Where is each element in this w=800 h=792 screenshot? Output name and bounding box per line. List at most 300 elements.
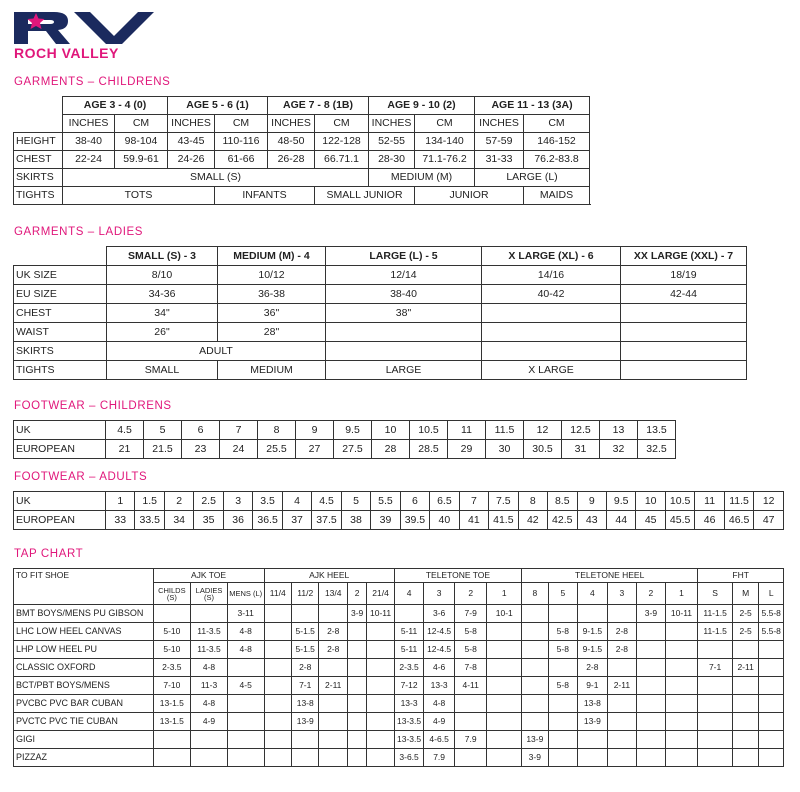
cell: 10-11 [665, 605, 698, 623]
cell: 3 [223, 492, 252, 511]
cell: 7-8 [454, 659, 487, 677]
cell: 38 [341, 511, 370, 530]
cell: 13-1.5 [153, 713, 191, 731]
cell: 7.9 [454, 731, 487, 749]
tap-subheader: CHILDS (S) [153, 583, 191, 605]
cell [665, 713, 698, 731]
cell [264, 713, 291, 731]
cell: 40 [430, 511, 459, 530]
cell: 2-5 [732, 623, 758, 641]
cell [665, 623, 698, 641]
cell: 37.5 [312, 511, 341, 530]
size-header: X LARGE (XL) - 6 [482, 247, 621, 266]
cell: 2-5 [732, 605, 758, 623]
cell: 12.5 [562, 421, 600, 440]
cell: 40-42 [482, 285, 621, 304]
cell [264, 695, 291, 713]
cell: 7 [459, 492, 488, 511]
cell: 10 [636, 492, 665, 511]
cell: 5-8 [548, 677, 578, 695]
cell: 13-8 [291, 695, 318, 713]
cell: 2-11 [319, 677, 348, 695]
cell [637, 659, 666, 677]
cell: 28-30 [369, 151, 415, 169]
cell [319, 695, 348, 713]
cell [482, 342, 621, 361]
cell [487, 659, 522, 677]
cell [698, 731, 733, 749]
table-row [14, 713, 784, 731]
cell: 4-8 [191, 659, 228, 677]
unit-inches: INCHES [369, 115, 415, 133]
table-row [14, 187, 590, 205]
cell [264, 659, 291, 677]
cell: 134-140 [415, 133, 475, 151]
cell [607, 749, 637, 767]
cell [548, 605, 578, 623]
cell: 26" [107, 323, 218, 342]
cell [264, 605, 291, 623]
unit-cm: CM [315, 115, 369, 133]
cell: 5-1.5 [291, 641, 318, 659]
cell [291, 749, 318, 767]
cell [522, 713, 548, 731]
cell [637, 641, 666, 659]
cell: 5 [144, 421, 182, 440]
cell [637, 623, 666, 641]
cell: MEDIUM (M) [369, 169, 475, 187]
row-label: WAIST [14, 323, 107, 342]
cell: 28.5 [410, 440, 448, 459]
cell: 4-6.5 [424, 731, 455, 749]
table-row [14, 440, 676, 459]
cell [191, 605, 228, 623]
table-row [14, 169, 590, 187]
cell: 29 [448, 440, 486, 459]
cell [367, 641, 394, 659]
cell [264, 677, 291, 695]
table-row [14, 659, 784, 677]
cell [637, 713, 666, 731]
cell [319, 605, 348, 623]
cell [607, 695, 637, 713]
age-header: AGE 3 - 4 (0) [63, 97, 168, 115]
cell: 4-11 [454, 677, 487, 695]
cell [548, 659, 578, 677]
cell: 34-36 [107, 285, 218, 304]
cell: 18/19 [621, 266, 747, 285]
tap-subheader: 21/4 [367, 583, 394, 605]
cell [482, 304, 621, 323]
cell [291, 731, 318, 749]
cell [487, 749, 522, 767]
cell [367, 677, 394, 695]
cell: 7-1 [291, 677, 318, 695]
table-row [14, 266, 747, 285]
cell: 5-10 [153, 623, 191, 641]
cell [759, 659, 784, 677]
cell: 7-12 [394, 677, 424, 695]
table-row [14, 511, 784, 530]
cell: 7-9 [454, 605, 487, 623]
row-label: UK SIZE [14, 266, 107, 285]
cell [665, 677, 698, 695]
cell: 2-11 [607, 677, 637, 695]
cell: 7-1 [698, 659, 733, 677]
row-label: CHEST [14, 151, 63, 169]
cell [367, 623, 394, 641]
tap-subheader: L [759, 583, 784, 605]
tap-subheader: 2 [637, 583, 666, 605]
cell: 35 [194, 511, 223, 530]
cell: 3-9 [347, 605, 366, 623]
cell: 98-104 [115, 133, 168, 151]
cell: 2-3.5 [394, 659, 424, 677]
table-row [14, 731, 784, 749]
tap-subheader: 13/4 [319, 583, 348, 605]
cell [759, 713, 784, 731]
cell: 5-8 [454, 641, 487, 659]
cell: 13-9 [291, 713, 318, 731]
tap-subheader: 3 [607, 583, 637, 605]
cell [454, 749, 487, 767]
cell [522, 623, 548, 641]
cell: 43-45 [168, 133, 215, 151]
cell [621, 304, 747, 323]
cell: 34" [107, 304, 218, 323]
tap-subheader: 1 [665, 583, 698, 605]
unit-cm: CM [415, 115, 475, 133]
cell: 11 [448, 421, 486, 440]
cell: 36.5 [253, 511, 282, 530]
cell [637, 731, 666, 749]
unit-inches: INCHES [475, 115, 524, 133]
shoe-name: LHP LOW HEEL PU [14, 641, 154, 659]
unit-cm: CM [215, 115, 268, 133]
cell: 13-3 [424, 677, 455, 695]
cell: LARGE [326, 361, 482, 380]
cell: 5-11 [394, 641, 424, 659]
cell [607, 659, 637, 677]
cell: 9-1.5 [578, 641, 608, 659]
cell: 66.71.1 [315, 151, 369, 169]
rv-logo-icon [14, 12, 164, 44]
unit-inches: INCHES [168, 115, 215, 133]
cell [698, 713, 733, 731]
unit-inches: INCHES [63, 115, 115, 133]
cell [732, 713, 758, 731]
cell [487, 623, 522, 641]
cell [367, 731, 394, 749]
tap-subheader: 1 [487, 583, 522, 605]
cell: 4-8 [227, 641, 264, 659]
heading-tap-chart: TAP CHART [14, 548, 84, 560]
cell: 13-3 [394, 695, 424, 713]
cell: 7-10 [153, 677, 191, 695]
cell: 5.5-8 [759, 623, 784, 641]
cell [367, 749, 394, 767]
size-header: MEDIUM (M) - 4 [218, 247, 326, 266]
cell [637, 749, 666, 767]
cell: 3-9 [637, 605, 666, 623]
cell [153, 605, 191, 623]
cell [665, 695, 698, 713]
cell: 33 [106, 511, 135, 530]
cell: 1.5 [135, 492, 164, 511]
cell [665, 641, 698, 659]
cell: 38-40 [326, 285, 482, 304]
size-header: XX LARGE (XXL) - 7 [621, 247, 747, 266]
cell [698, 749, 733, 767]
cell: 5-11 [394, 623, 424, 641]
cell: 37 [282, 511, 311, 530]
cell: 3-11 [227, 605, 264, 623]
tap-subheader: M [732, 583, 758, 605]
cell: 2-11 [732, 659, 758, 677]
cell: 5-8 [548, 641, 578, 659]
cell: 3.5 [253, 492, 282, 511]
table-row [14, 492, 784, 511]
tap-subheader: S [698, 583, 733, 605]
shoe-name: GIGI [14, 731, 154, 749]
table-row [14, 285, 747, 304]
cell: 24 [220, 440, 258, 459]
cell [347, 677, 366, 695]
size-header: SMALL (S) - 3 [107, 247, 218, 266]
row-label: EUROPEAN [14, 440, 106, 459]
table-row [14, 361, 747, 380]
tap-subheader: 2 [347, 583, 366, 605]
cell [578, 605, 608, 623]
cell: 21.5 [144, 440, 182, 459]
cell [487, 713, 522, 731]
cell [264, 749, 291, 767]
cell: 2-3.5 [153, 659, 191, 677]
cell: 11.5 [724, 492, 753, 511]
cell: 7.5 [489, 492, 518, 511]
cell: 12 [754, 492, 784, 511]
shoe-name: PIZZAZ [14, 749, 154, 767]
cell: 28" [218, 323, 326, 342]
cell [522, 659, 548, 677]
cell [665, 749, 698, 767]
cell: 41.5 [489, 511, 518, 530]
cell: 42 [518, 511, 547, 530]
cell [367, 659, 394, 677]
cell: SMALL [107, 361, 218, 380]
tap-subheader: 11/2 [291, 583, 318, 605]
cell [153, 749, 191, 767]
cell: SMALL JUNIOR [315, 187, 415, 205]
cell: 48-50 [268, 133, 315, 151]
shoe-name: BCT/PBT BOYS/MENS [14, 677, 154, 695]
heading-footwear-childrens: FOOTWEAR – CHILDRENS [14, 400, 172, 412]
cell: 76.2-83.8 [524, 151, 590, 169]
cell: 30.5 [524, 440, 562, 459]
tap-subheader: 5 [548, 583, 578, 605]
cell [347, 749, 366, 767]
row-label: SKIRTS [14, 169, 63, 187]
cell [607, 605, 637, 623]
row-label: EUROPEAN [14, 511, 106, 530]
cell: 12-4.5 [424, 641, 455, 659]
cell: 5-8 [454, 623, 487, 641]
cell [319, 749, 348, 767]
cell: 9-1 [578, 677, 608, 695]
cell [326, 323, 482, 342]
group-header: TELETONE TOE [394, 569, 521, 583]
cell: 45 [636, 511, 665, 530]
cell: 2-8 [319, 641, 348, 659]
cell [732, 731, 758, 749]
cell: 57-59 [475, 133, 524, 151]
cell [487, 677, 522, 695]
cell: 4.5 [312, 492, 341, 511]
table-row [14, 421, 676, 440]
cell: 13-3.5 [394, 731, 424, 749]
cell: 110-116 [215, 133, 268, 151]
cell: 32.5 [638, 440, 676, 459]
cell: 31-33 [475, 151, 524, 169]
cell [264, 731, 291, 749]
cell [578, 749, 608, 767]
cell: 1 [106, 492, 135, 511]
cell: 7.9 [424, 749, 455, 767]
cell: 4-8 [191, 695, 228, 713]
tap-subheader: MENS (L) [227, 583, 264, 605]
age-header: AGE 7 - 8 (1B) [268, 97, 369, 115]
cell: 2.5 [194, 492, 223, 511]
cell [732, 641, 758, 659]
garments-ladies-table [13, 246, 747, 380]
roch-valley-logo [14, 12, 164, 61]
cell [621, 361, 747, 380]
cell: 61-66 [215, 151, 268, 169]
cell [698, 695, 733, 713]
cell: 5-8 [548, 623, 578, 641]
cell: 6 [182, 421, 220, 440]
cell [698, 641, 733, 659]
cell [759, 695, 784, 713]
cell: 9.5 [334, 421, 372, 440]
cell: 9-1.5 [578, 623, 608, 641]
cell: 10/12 [218, 266, 326, 285]
unit-inches: INCHES [268, 115, 315, 133]
cell: SMALL (S) [63, 169, 369, 187]
cell: 33.5 [135, 511, 164, 530]
cell: 146-152 [524, 133, 590, 151]
cell: 10-11 [367, 605, 394, 623]
cell: 38" [326, 304, 482, 323]
cell [621, 342, 747, 361]
group-header: AJK TOE [153, 569, 264, 583]
cell [607, 713, 637, 731]
cell: TOTS [63, 187, 215, 205]
row-label: EU SIZE [14, 285, 107, 304]
cell [227, 731, 264, 749]
cell [326, 342, 482, 361]
shoe-name: LHC LOW HEEL CANVAS [14, 623, 154, 641]
cell: 4.5 [106, 421, 144, 440]
cell: 5.5 [371, 492, 400, 511]
table-row [14, 304, 747, 323]
cell: 13-9 [522, 731, 548, 749]
cell: 122-128 [315, 133, 369, 151]
cell: 5-10 [153, 641, 191, 659]
table-row [14, 749, 784, 767]
cell: LARGE (L) [475, 169, 590, 187]
cell: 3-6 [424, 605, 455, 623]
cell: 38-40 [63, 133, 115, 151]
cell [191, 731, 228, 749]
cell: 2-8 [607, 641, 637, 659]
cell: 6 [400, 492, 429, 511]
heading-garments-childrens: GARMENTS – CHILDRENS [14, 76, 171, 88]
cell: 12/14 [326, 266, 482, 285]
cell: INFANTS [215, 187, 315, 205]
cell [487, 641, 522, 659]
cell: 46 [695, 511, 724, 530]
table-row [14, 641, 784, 659]
heading-footwear-adults: FOOTWEAR – ADULTS [14, 471, 148, 483]
cell [759, 731, 784, 749]
cell [347, 659, 366, 677]
cell: 36 [223, 511, 252, 530]
cell [522, 641, 548, 659]
cell [264, 623, 291, 641]
row-label: HEIGHT [14, 133, 63, 151]
cell [291, 605, 318, 623]
age-header: AGE 9 - 10 (2) [369, 97, 475, 115]
row-label: TIGHTS [14, 361, 107, 380]
cell [522, 605, 548, 623]
cell: 14/16 [482, 266, 621, 285]
cell: 6.5 [430, 492, 459, 511]
cell: 4-5 [227, 677, 264, 695]
cell [454, 713, 487, 731]
cell [621, 323, 747, 342]
table-row [14, 605, 784, 623]
tap-subheader: 8 [522, 583, 548, 605]
cell: 24-26 [168, 151, 215, 169]
cell: 4-8 [424, 695, 455, 713]
cell: 46.5 [724, 511, 753, 530]
heading-garments-ladies: GARMENTS – LADIES [14, 226, 144, 238]
cell [347, 641, 366, 659]
cell: 30 [486, 440, 524, 459]
group-header: FHT [698, 569, 784, 583]
cell [548, 731, 578, 749]
cell: 12 [524, 421, 562, 440]
cell: 39 [371, 511, 400, 530]
cell [394, 605, 424, 623]
cell: 13.5 [638, 421, 676, 440]
unit-cm: CM [115, 115, 168, 133]
cell [607, 731, 637, 749]
cell: MEDIUM [218, 361, 326, 380]
cell: 41 [459, 511, 488, 530]
cell [665, 731, 698, 749]
cell: 71.1-76.2 [415, 151, 475, 169]
shoe-name: PVCTC PVC TIE CUBAN [14, 713, 154, 731]
shoe-name: CLASSIC OXFORD [14, 659, 154, 677]
cell: 2 [164, 492, 193, 511]
cell [637, 677, 666, 695]
cell: 11-3.5 [191, 641, 228, 659]
table-row [14, 677, 784, 695]
cell [548, 749, 578, 767]
cell [227, 695, 264, 713]
